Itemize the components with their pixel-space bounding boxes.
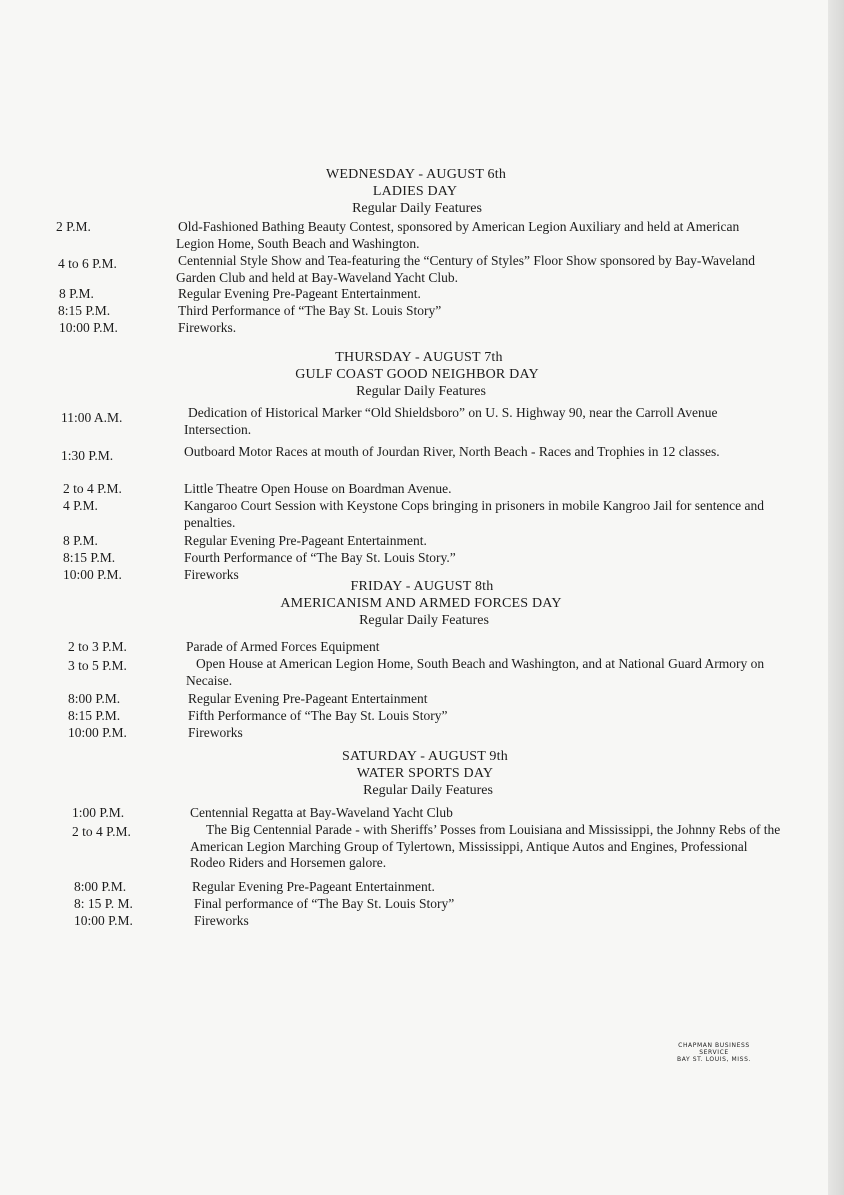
printer-stamp [664, 1042, 764, 1063]
event-description: Parade of Armed Forces Equipment [186, 639, 380, 654]
event-row [0, 879, 828, 896]
day-subhead: Regular Daily Features [359, 613, 489, 628]
event-description: Dedication of Historical Marker “Old Shieldsboro” on U. S. Highway 90, near the Carroll Avenue Intersection. [184, 405, 718, 437]
event-description: Fireworks. [178, 320, 237, 335]
event-description: The Big Centennial Parade - with Sheriffs’ Posses from Louisiana and Mississippi, the Johnny Rebs of the American Legion Marching Group of Tylertown, Mississippi, Antique Autos and Engines, Professional Rodeo Riders and Horsemen galore. [190, 822, 781, 870]
event-time: 11:00 A.M. [61, 410, 123, 425]
event-row [0, 896, 828, 913]
event-row [0, 656, 828, 691]
event-description: Old-Fashioned Bathing Beauty Contest, sponsored by American Legion Auxiliary and held at American Legion Home, South Beach and Washington. [176, 219, 740, 251]
day-heading: SATURDAY - AUGUST 9th [342, 749, 508, 764]
event-description: Regular Evening Pre-Pageant Entertainment. [192, 879, 435, 894]
day-theme: GULF COAST GOOD NEIGHBOR DAY [295, 367, 539, 382]
event-time: 2 to 4 P.M. [63, 481, 122, 496]
event-time: 2 to 3 P.M. [68, 639, 127, 654]
day-theme: AMERICANISM AND ARMED FORCES DAY [280, 596, 562, 611]
day-subhead: Regular Daily Features [356, 384, 486, 399]
day-theme: LADIES DAY [372, 184, 458, 199]
day-section-wednesday [0, 166, 828, 337]
event-row [0, 286, 828, 303]
event-row [0, 639, 828, 656]
day-section-thursday [0, 349, 828, 584]
event-row [0, 913, 828, 930]
event-row [0, 691, 828, 708]
event-time: 8:00 P.M. [68, 691, 121, 706]
event-time: 8:15 P.M. [68, 708, 121, 723]
day-heading: WEDNESDAY - AUGUST 6th [325, 167, 507, 182]
event-time: 4 to 6 P.M. [58, 256, 117, 271]
event-time: 10:00 P.M. [63, 567, 122, 582]
event-description: Open House at American Legion Home, South Beach and Washington, and at National Guard Armory on Necaise. [186, 656, 765, 688]
event-row [0, 253, 828, 286]
event-description: Fireworks [194, 913, 249, 928]
event-time: 8 P.M. [59, 286, 94, 301]
event-description: Centennial Style Show and Tea-featuring the “Century of Styles” Floor Show sponsored by Bay-Waveland Garden Club and held at Bay-Waveland Yacht Club. [176, 253, 755, 285]
event-time: 8: 15 P. M. [74, 896, 133, 911]
event-description: Little Theatre Open House on Boardman Avenue. [184, 481, 452, 496]
event-time: 8:15 P.M. [63, 550, 116, 565]
event-row [0, 219, 828, 253]
day-section-saturday [0, 748, 828, 930]
event-row [0, 805, 828, 822]
event-description: Third Performance of “The Bay St. Louis Story” [178, 303, 442, 318]
event-time: 3 to 5 P.M. [68, 658, 127, 673]
event-time: 10:00 P.M. [68, 725, 127, 740]
event-time: 10:00 P.M. [59, 320, 118, 335]
event-description: Outboard Motor Races at mouth of Jourdan River, North Beach - Races and Trophies in 12 classes. [184, 444, 720, 459]
event-description: Regular Evening Pre-Pageant Entertainment. [184, 533, 427, 548]
event-time: 8:00 P.M. [74, 879, 127, 894]
event-row [0, 320, 828, 337]
day-theme: WATER SPORTS DAY [356, 766, 494, 781]
event-row [0, 533, 828, 550]
day-subhead: Regular Daily Features [363, 783, 493, 798]
event-row [0, 708, 828, 725]
event-description: Regular Evening Pre-Pageant Entertainment. [178, 286, 421, 301]
event-time: 4 P.M. [63, 498, 98, 513]
event-row [0, 405, 828, 439]
event-time: 8:15 P.M. [58, 303, 111, 318]
event-description: Centennial Regatta at Bay-Waveland Yacht Club [190, 805, 453, 820]
day-heading: FRIDAY - AUGUST 8th [350, 579, 494, 594]
event-row [0, 481, 828, 498]
day-heading: THURSDAY - AUGUST 7th [335, 350, 503, 365]
event-time: 8 P.M. [63, 533, 98, 548]
event-description: Kangaroo Court Session with Keystone Cops bringing in prisoners in mobile Kangroo Jail for sentence and penalties. [184, 498, 765, 530]
event-description: Regular Evening Pre-Pageant Entertainment [188, 691, 428, 706]
event-description: Fireworks [184, 567, 239, 582]
event-description: Final performance of “The Bay St. Louis Story” [194, 896, 455, 911]
event-row [0, 822, 828, 879]
event-row [0, 444, 828, 481]
event-row [0, 498, 828, 533]
event-time: 10:00 P.M. [74, 913, 133, 928]
event-row [0, 725, 828, 742]
event-time: 1:30 P.M. [61, 448, 114, 463]
event-description: Fireworks [188, 725, 243, 740]
event-description: Fourth Performance of “The Bay St. Louis Story.” [184, 550, 456, 565]
event-row [0, 550, 828, 567]
day-section-friday [0, 578, 828, 742]
event-time: 1:00 P.M. [72, 805, 125, 820]
event-time: 2 to 4 P.M. [72, 824, 131, 839]
event-time: 2 P.M. [56, 219, 91, 234]
printer-location: BAY ST. LOUIS, MISS. [676, 1056, 751, 1063]
event-row [0, 303, 828, 320]
page-edge-shadow [828, 0, 844, 1195]
day-subhead: Regular Daily Features [352, 201, 482, 216]
event-description: Fifth Performance of “The Bay St. Louis Story” [188, 708, 448, 723]
printer-name: CHAPMAN BUSINESS SERVICE [678, 1042, 750, 1056]
